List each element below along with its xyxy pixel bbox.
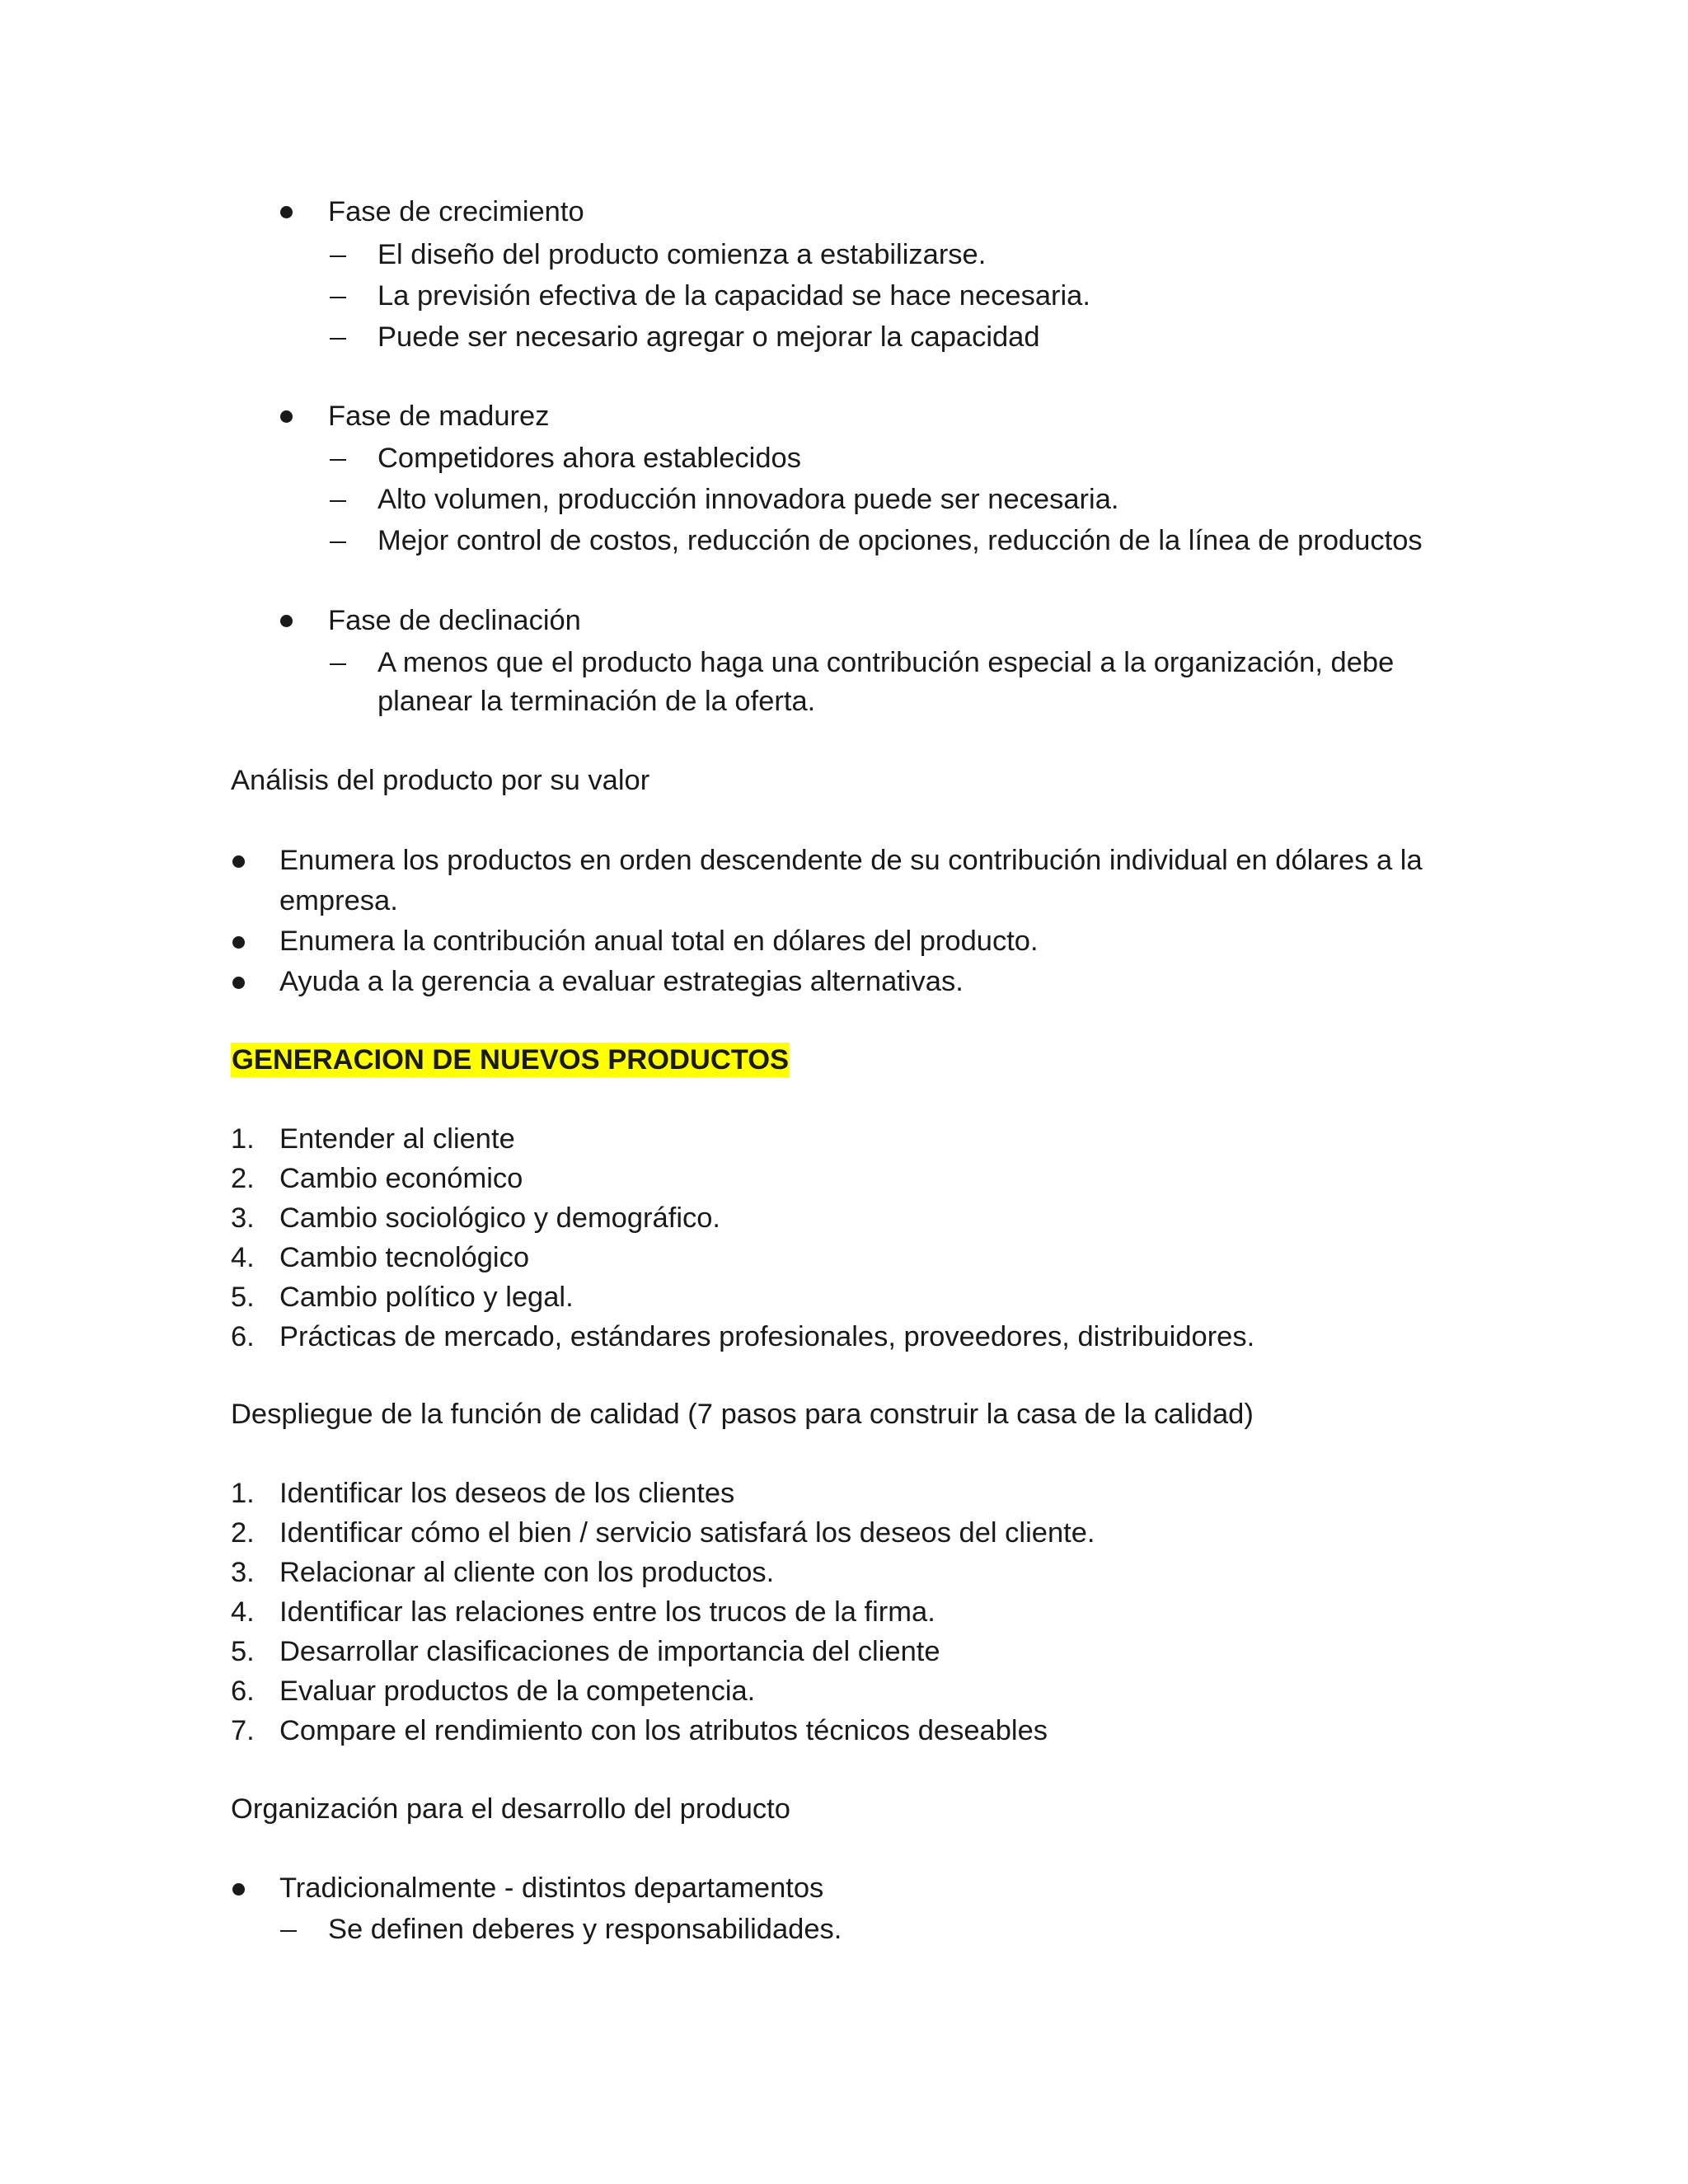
list-number: 2.	[231, 1517, 255, 1549]
growth-item: El diseño del producto comienza a estabilizarse.	[377, 239, 987, 270]
maturity-item: Alto volumen, producción innovadora puede ser necesaria.	[377, 484, 1119, 515]
bullet-dot-icon	[232, 977, 245, 989]
maturity-item: Mejor control de costos, reducción de opciones, reducción de la línea de productos	[377, 525, 1423, 556]
growth-item: Puede ser necesario agregar o mejorar la capacidad	[377, 321, 1040, 353]
value-analysis-item-line2: empresa.	[279, 885, 398, 916]
list-number: 1.	[231, 1123, 255, 1155]
list-number: 1.	[231, 1478, 255, 1509]
list-number: 3.	[231, 1557, 255, 1588]
dash-icon	[330, 459, 346, 461]
organization-subitem: Se definen deberes y responsabilidades.	[328, 1914, 842, 1945]
bullet-dot-icon	[232, 936, 245, 949]
value-analysis-item-line1: Enumera los productos en orden descendente de su contribución individual en dólares a la	[279, 845, 1423, 876]
value-analysis-item: Enumera la contribución anual total en dólares del producto.	[279, 926, 1039, 957]
decline-item-line2: planear la terminación de la oferta.	[377, 686, 816, 717]
list-item: Cambio sociológico y demográfico.	[279, 1202, 721, 1234]
maturity-phase-title: Fase de madurez	[328, 401, 550, 432]
dash-icon	[330, 338, 346, 340]
list-number: 4.	[231, 1242, 255, 1273]
list-item: Evaluar productos de la competencia.	[279, 1675, 756, 1707]
bullet-dot-icon	[280, 410, 293, 423]
dash-icon	[330, 297, 346, 298]
dash-icon	[330, 541, 346, 543]
list-item: Cambio tecnológico	[279, 1242, 530, 1273]
list-item: Identificar los deseos de los clientes	[279, 1478, 735, 1509]
list-number: 5.	[231, 1282, 255, 1313]
list-item: Cambio económico	[279, 1163, 523, 1194]
maturity-item: Competidores ahora establecidos	[377, 443, 801, 474]
organization-item: Tradicionalmente - distintos departamentos	[279, 1872, 824, 1904]
list-number: 2.	[231, 1163, 255, 1194]
list-number: 4.	[231, 1596, 255, 1628]
dash-icon	[330, 500, 346, 502]
list-number: 6.	[231, 1321, 255, 1352]
qfd-heading: Despliegue de la función de calidad (7 pasos para construir la casa de la calidad)	[231, 1399, 1254, 1430]
value-analysis-heading: Análisis del producto por su valor	[231, 765, 650, 796]
list-item: Identificar cómo el bien / servicio satisfará los deseos del cliente.	[279, 1517, 1095, 1549]
organization-heading: Organización para el desarrollo del producto	[231, 1793, 790, 1825]
list-item: Compare el rendimiento con los atributos técnicos deseables	[279, 1715, 1048, 1746]
highlighted-heading-text: GENERACION DE NUEVOS PRODUCTOS	[232, 1044, 790, 1076]
list-number: 5.	[231, 1636, 255, 1667]
decline-item-line1: A menos que el producto haga una contribución especial a la organización, debe	[377, 647, 1395, 678]
list-item: Entender al cliente	[279, 1123, 515, 1155]
list-item: Prácticas de mercado, estándares profesionales, proveedores, distribuidores.	[279, 1321, 1255, 1352]
bullet-dot-icon	[232, 855, 245, 868]
bullet-dot-icon	[280, 615, 293, 627]
bullet-dot-icon	[280, 206, 293, 218]
new-products-heading	[231, 1043, 790, 1077]
list-item: Cambio político y legal.	[279, 1282, 574, 1313]
growth-phase-title: Fase de crecimiento	[328, 196, 584, 227]
list-number: 6.	[231, 1675, 255, 1707]
bullet-dot-icon	[232, 1883, 245, 1896]
dash-icon	[330, 255, 346, 257]
list-number: 3.	[231, 1202, 255, 1234]
value-analysis-item: Ayuda a la gerencia a evaluar estrategias alternativas.	[279, 966, 964, 997]
list-number: 7.	[231, 1715, 255, 1746]
list-item: Identificar las relaciones entre los trucos de la firma.	[279, 1596, 935, 1628]
list-item: Desarrollar clasificaciones de importancia del cliente	[279, 1636, 940, 1667]
list-item: Relacionar al cliente con los productos.	[279, 1557, 775, 1588]
decline-phase-title: Fase de declinación	[328, 605, 581, 636]
dash-icon	[280, 1930, 297, 1932]
dash-icon	[330, 663, 346, 665]
growth-item: La previsión efectiva de la capacidad se hace necesaria.	[377, 280, 1090, 312]
